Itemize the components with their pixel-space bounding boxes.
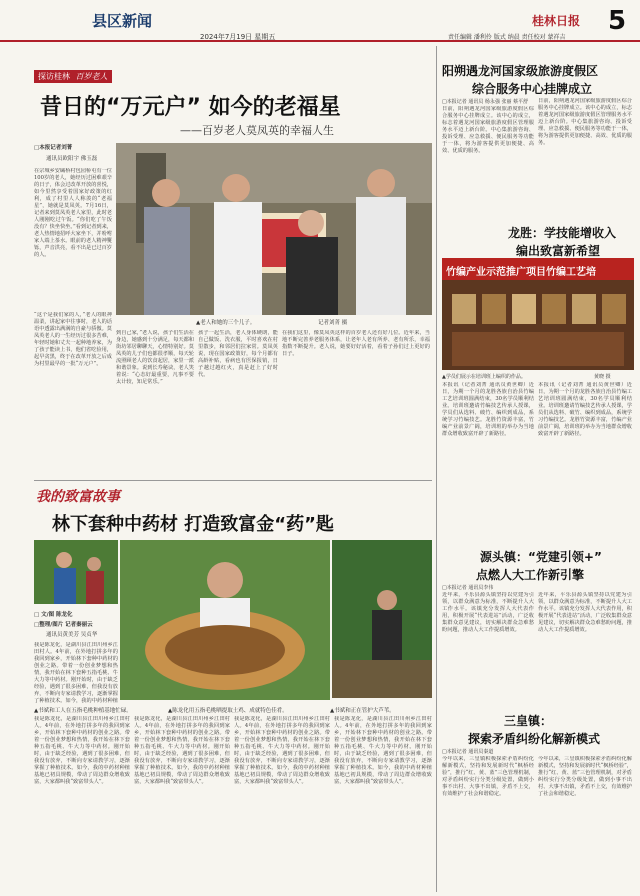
story-byline-3: 通讯员黄美芳 吴贞华: [46, 632, 98, 638]
byline-correspondents: 通讯员欧阳宇 佛玉磊: [46, 156, 98, 162]
article-col3: 到自己家，”老人说，孩子们生活在身边，她感到十分满足，每天都和街坊邻居聊聊天，心情特别好。莫凤英的儿子们也都很孝顺，每天轮流照顾老人的饮食起居，家里一派和谐景象。说到长寿秘诀，老人笑着说：“心态好最重要，凡事不要太计较，知足常乐。”: [116, 330, 194, 385]
right3-body-col2: 近年来，平乐县源头镇坚持以党建为引领，以群众满意为标准，不断提升人大工作水平。该镇充分发挥人大代表作用，积极开展“代表进站”活动，广泛收集群众意见建议，切实解决群众急难愁盼问题，推动人大工作提质增效。: [538, 592, 632, 633]
right3-headline-1: 源头镇：“党建引领+”: [480, 550, 602, 564]
story-body-col3: 我是陈龙化，是湖川县江田川州乡江田村人。4年前，在外地打拼多年的我回到家乡，开始林下套种中药材的创业之路。带着一份创业梦想和热情，我开始在林下套种五指毛桃、牛大力等中药材。刚开始时，由于缺乏经验，遇到了很多困难，但我没有放弃，不断向专家请教学习，逐渐掌握了种植技术。如今，我的中药材种植基地已初具规模，带动了周边群众增收致富，大家都叫我“致富带头人”。: [234, 716, 330, 785]
right1-headline-2: 综合服务中心挂牌成立: [472, 82, 593, 96]
right1-body-col2: 日前，阳朔遇龙河国家级旅游度假区综合服务中心挂牌成立。该中心的成立，标志着遇龙河国家级旅游度假区管理服务水平迈上新台阶。中心集旅游咨询、投诉受理、应急救援、便民服务等功能于一体，将为游客提供更加便捷、高效、优质的服务。: [538, 98, 632, 146]
story-body-intro: 我是陈龙化，是湖川县江田川州乡江田村人。4年前，在外地打拼多年的我回到家乡，开始林下套种中药材的创业之路。带着一份创业梦想和热情，我开始在林下套种五指毛桃、牛大力等中药材。刚开始时，由于缺乏经验，遇到了很多困难，但我没有放弃，不断向专家请教学习，逐渐掌握了种植技术。如今，我的中药材种植: [34, 642, 118, 704]
right4-headline-2: 探索矛盾纠纷化解新模式: [468, 732, 601, 746]
story-body-col4: 我是陈龙化，是湖川县江田川州乡江田村人。4年前，在外地打拼多年的我回到家乡，开始林下套种中药材的创业之路。带着一份创业梦想和热情，我开始在林下套种五指毛桃、牛大力等中药材。刚开始时，由于缺乏经验，遇到了很多困难，但我没有放弃，不断向专家请教学习，逐渐掌握了种植技术。如今，我的中药材种植基地已初具规模，带动了周边群众增收致富，大家都叫我“致富带头人”。: [334, 716, 432, 785]
column-divider: [436, 46, 437, 892]
family-photo-credit: 记者刘菁 摄: [318, 320, 348, 326]
section-title: 县区新闻: [92, 12, 153, 30]
article-col4: 孩子一起生活，老人身体硬朗，能自己做饭、洗衣服，平时喜欢在村里散步，和邻居们拉家常。莫凤英说，现在国家政策好，每个月都有高龄补贴，看病也有医保报销，日子越过越红火，真是赶上了好时代。: [198, 330, 278, 378]
story-photo-1: [34, 540, 118, 604]
story-byline-1: □ 文/图 陈龙化: [34, 612, 73, 618]
byline-reporter: □本报记者刘菁: [34, 145, 73, 151]
article-col2: “这个是我们家的人，”老人的眼神温柔，讲起家中往事时，老人的话语中透露出满满的自豪与骄傲。莫凤英老人的一生经历过很多苦难，年轻时她和丈夫一起种地养家，为了孩子能读上书，他们省吃俭用，起早贪黑，终于在改革开放之后成为村里最早的一批“万元户”。: [34, 312, 112, 367]
editors-line: 责任编辑 潘利伶 版式 纳晨 责任校对 蒙祥吉: [448, 34, 566, 41]
right2-headline-2: 编出致富新希望: [516, 244, 601, 258]
right3-byline: □本报记者 通讯员李伟: [442, 585, 494, 591]
story-photo-3: [332, 540, 432, 698]
right2-photo: [442, 258, 634, 370]
right3-body-col1: 近年来，平乐县源头镇坚持以党建为引领，以群众满意为标准，不断提升人大工作水平。该镇充分发挥人大代表作用，积极开展“代表进站”活动，广泛收集群众意见建议，切实解决群众急难愁盼问题，推动人大工作提质增效。: [442, 592, 534, 633]
right2-body-col1: 本报讯（记者刘菁 通讯员黄世卿）近日，为期一个月的龙胜各族自治县竹编工艺培训班圆满结束，30名学员顺利结业。培训班邀请竹编技艺传承人授课，学员们从选料、破竹、编织到成品，系统学习竹编技艺。龙胜竹资源丰富，竹编产业前景广阔，培训班的举办为当地群众增收致富开辟了新路径。: [442, 382, 534, 437]
right2-body-col2: 本报讯（记者刘菁 通讯员黄世卿）近日，为期一个月的龙胜各族自治县竹编工艺培训班圆满结束，30名学员顺利结业。培训班邀请竹编技艺传承人授课，学员们从选料、破竹、编织到成品，系统学习竹编技艺。龙胜竹资源丰富，竹编产业前景广阔，培训班的举办为当地群众增收致富开辟了新路径。: [538, 382, 632, 437]
story-headline: 林下套种中药材 打造致富金“药”匙: [52, 514, 334, 535]
right1-headline-1: 阳朔遇龙河国家级旅游度假区: [442, 64, 599, 78]
family-photo: [116, 143, 432, 315]
right2-headline-1: 龙胜：学技能增收入: [508, 226, 617, 240]
right3-headline-2: 点燃人大工作新引擎: [476, 568, 585, 582]
right4-body-col1: 今年以来，三皇镇积极探索矛盾纠纷化解新模式，坚持和发展新时代“枫桥经验”，推行“红、黄、蓝”三色管理机制，对矛盾纠纷实行分类分级处置，做到小事不出村、大事不出镇，矛盾不上交，有效维护了社会和谐稳定。: [442, 756, 534, 797]
story-photo-2-caption: ▲陈龙化用五指毛桃晒提取土鸡、成就特色佳肴。: [168, 708, 288, 714]
issue-date: 2024年7月19日 星期五: [200, 33, 276, 41]
right4-byline: □本报记者 通讯员秦道: [442, 749, 494, 755]
story-photo-2: [120, 540, 330, 700]
story-body-col1: 我是陈龙化，是湖川县江田川州乡江田村人。4年前，在外地打拼多年的我回到家乡，开始林下套种中药材的创业之路。带着一份创业梦想和热情，我开始在林下套种五指毛桃、牛大力等中药材。刚开始时，由于缺乏经验，遇到了很多困难，但我没有放弃，不断向专家请教学习，逐渐掌握了种植技术。如今，我的中药材种植基地已初具规模，带动了周边群众增收致富，大家都叫我“致富带头人”。: [34, 716, 130, 785]
story-photo-3-caption: ▲书斌和正在管护大芦苇。: [330, 708, 395, 714]
story-photo-1-art: [34, 540, 118, 604]
family-photo-art: [116, 143, 432, 315]
right4-headline-1: 三皇镇：: [504, 714, 553, 728]
story-photo-2-art: [120, 540, 330, 700]
story-column-tag: 我的致富故事: [36, 489, 120, 505]
column-tag-visit: [34, 70, 112, 83]
family-photo-caption: ▲老人和她的三个儿子。: [196, 320, 256, 326]
story-photo-1-caption: ▲书斌和工人在五指毛桃种植基地忙碌。: [34, 708, 132, 714]
main-subheadline: ——百岁老人莫凤英的幸福人生: [180, 124, 334, 137]
story-body-col2: 我是陈龙化，是湖川县江田川州乡江田村人。4年前，在外地打拼多年的我回到家乡，开始林下套种中药材的创业之路。带着一份创业梦想和热情，我开始在林下套种五指毛桃、牛大力等中药材。刚开始时，由于缺乏经验，遇到了很多困难，但我没有放弃，不断向专家请教学习，逐渐掌握了种植技术。如今，我的中药材种植基地已初具规模，带动了周边群众增收致富，大家都叫我“致富带头人”。: [134, 716, 230, 785]
page-number: 5: [608, 6, 627, 36]
right1-body-col1: 日前，阳朔遇龙河国家级旅游度假区综合服务中心挂牌成立。该中心的成立，标志着遇龙河国家级旅游度假区管理服务水平迈上新台阶。中心集旅游咨询、投诉受理、应急救援、便民服务等功能于一体，将为游客提供更加便捷、高效、优质的服务。: [442, 106, 534, 154]
main-headline: 昔日的“万元户” 如今的老福星: [40, 95, 341, 120]
column-tag-sub: 百岁老人: [75, 72, 108, 81]
column-tag-text: 探访桂林: [38, 72, 70, 81]
page-header: [0, 0, 640, 42]
newspaper-logo: 桂林日报: [532, 14, 581, 28]
right2-caption: ▲学员们展示在培训班上编织的作品。: [442, 374, 526, 380]
article-col5: 在我们这里，像莫凤英这样的百岁老人还有好几位。近年来，当地不断完善养老服务体系，让老年人老有所养、老有所乐，幸福指数不断提升。老人说，她要好好活着，看着子孙们过上更好的日子。: [282, 330, 430, 357]
right1-byline: □本报记者 通讯员 杨永强 张丽 蔡平舒: [442, 99, 529, 105]
story-photo-3-art: [332, 540, 432, 698]
right2-credit: 黄晓 摄: [594, 374, 611, 380]
section-divider: [34, 480, 432, 481]
article-col1: 在宗城乡安碱桥村包园桥屯有一位100岁的老人，她经历过困难艰辛的日子，体会过改革开放的喜悦，如今里然享受着国家好政策的红利，成了村里人人称羡的“老福星”，她就是莫凤英。7月16日，记者来到莫凤英老人家里，此时老人刚刚吃过午饭。“你们吃了午饭没有？快坐快坐。”看到记者到来，老人热情地招呼大家坐下，并吩咐家人端上茶水。眼前的老人精神矍铄，声音洪亮，看不出是已过百岁的人。: [34, 168, 112, 258]
right2-banner-text: 竹编产业示范推广项目竹编工艺培: [446, 267, 596, 278]
right4-body-col2: 今年以来，三皇镇积极探索矛盾纠纷化解新模式，坚持和发展新时代“枫桥经验”，推行“红、黄、蓝”三色管理机制，对矛盾纠纷实行分类分级处置，做到小事不出村、大事不出镇，矛盾不上交，有效维护了社会和谐稳定。: [538, 756, 632, 797]
story-byline-2: □整理/图片 记者秦丽云: [34, 622, 93, 628]
